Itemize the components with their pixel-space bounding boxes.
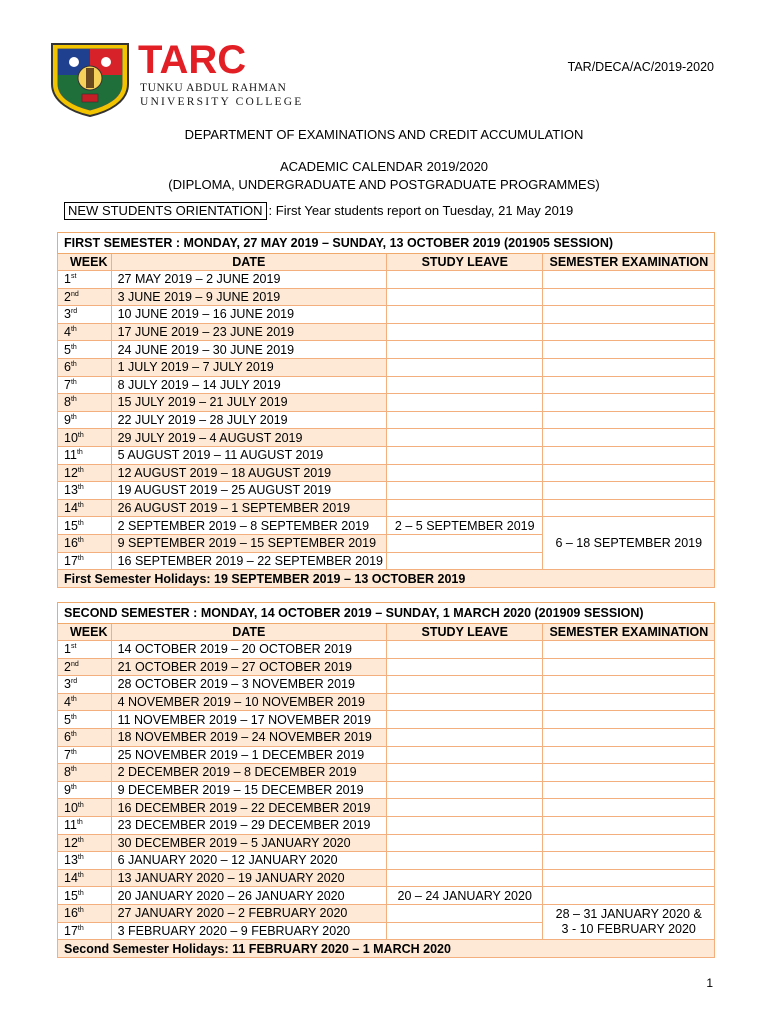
date-cell: 20 JANUARY 2020 – 26 JANUARY 2020 xyxy=(111,887,386,905)
column-header-exam: SEMESTER EXAMINATION xyxy=(543,624,715,641)
date-cell: 25 NOVEMBER 2019 – 1 DECEMBER 2019 xyxy=(111,746,386,764)
week-cell xyxy=(58,323,112,341)
table-row xyxy=(58,341,715,359)
table-row xyxy=(58,464,715,482)
study-leave-cell xyxy=(387,552,543,570)
week-number: 17 xyxy=(64,923,78,938)
week-cell xyxy=(58,411,112,429)
exam-cell xyxy=(543,852,715,870)
study-leave-cell xyxy=(387,852,543,870)
exam-cell xyxy=(543,517,715,570)
study-leave-cell: 20 – 24 JANUARY 2020 xyxy=(387,887,543,905)
week-ordinal-suffix: th xyxy=(70,414,77,422)
week-ordinal-suffix: th xyxy=(77,801,84,809)
week-cell xyxy=(58,834,112,852)
first-semester-rows xyxy=(58,271,715,570)
table-row xyxy=(58,271,715,289)
study-leave-cell xyxy=(387,658,543,676)
date-cell: 3 JUNE 2019 – 9 JUNE 2019 xyxy=(111,288,386,306)
page-number: 1 xyxy=(706,976,713,990)
study-leave-cell xyxy=(387,446,543,464)
exam-cell xyxy=(543,834,715,852)
tarc-wordmark xyxy=(138,40,286,80)
column-header-study-leave: STUDY LEAVE xyxy=(387,624,543,641)
exam-cell xyxy=(543,764,715,782)
study-leave-cell xyxy=(387,869,543,887)
week-number: 6 xyxy=(64,730,71,745)
semester-title-row xyxy=(58,233,715,254)
date-cell: 9 DECEMBER 2019 – 15 DECEMBER 2019 xyxy=(111,781,386,799)
week-cell xyxy=(58,799,112,817)
table-row xyxy=(58,764,715,782)
exam-cell xyxy=(543,816,715,834)
week-ordinal-suffix: nd xyxy=(70,660,79,668)
exam-cell xyxy=(543,904,715,939)
exam-cell xyxy=(543,306,715,324)
week-number: 8 xyxy=(64,765,71,780)
week-cell xyxy=(58,887,112,905)
week-number: 3 xyxy=(64,307,71,322)
table-row xyxy=(58,852,715,870)
semester-title-row xyxy=(58,603,715,624)
week-number: 10 xyxy=(64,430,78,445)
date-cell: 27 JANUARY 2020 – 2 FEBRUARY 2020 xyxy=(111,904,386,922)
exam-cell xyxy=(543,464,715,482)
table-row xyxy=(58,429,715,447)
week-number: 2 xyxy=(64,289,71,304)
study-leave-cell xyxy=(387,499,543,517)
programmes-subtitle: (DIPLOMA, UNDERGRADUATE AND POSTGRADUATE PROGRAMMES) xyxy=(168,177,600,192)
week-number: 2 xyxy=(64,659,71,674)
table-row xyxy=(58,288,715,306)
week-cell xyxy=(58,306,112,324)
week-number: 3 xyxy=(64,677,71,692)
week-cell xyxy=(58,746,112,764)
exam-dates: 28 – 31 JANUARY 2020 & xyxy=(555,907,702,921)
exam-dates: 6 – 18 SEPTEMBER 2019 xyxy=(555,535,703,550)
week-ordinal-suffix: th xyxy=(77,872,84,880)
orientation-text: First Year students report on Tuesday, 21 May 2019 xyxy=(275,203,574,218)
column-header-date: DATE xyxy=(111,254,386,271)
week-cell xyxy=(58,764,112,782)
table-row xyxy=(58,887,715,905)
date-cell: 17 JUNE 2019 – 23 JUNE 2019 xyxy=(111,323,386,341)
week-cell xyxy=(58,676,112,694)
week-cell xyxy=(58,658,112,676)
week-ordinal-suffix: st xyxy=(70,273,77,281)
week-cell xyxy=(58,358,112,376)
week-number: 1 xyxy=(64,642,71,657)
week-ordinal-suffix: th xyxy=(77,836,84,844)
exam-cell xyxy=(543,376,715,394)
date-cell: 5 AUGUST 2019 – 11 AUGUST 2019 xyxy=(111,446,386,464)
study-leave-cell xyxy=(387,922,543,940)
week-ordinal-suffix: th xyxy=(77,854,84,862)
week-ordinal-suffix: rd xyxy=(70,678,78,686)
week-number: 4 xyxy=(64,325,71,340)
calendar-title: ACADEMIC CALENDAR 2019/2020 xyxy=(279,159,489,174)
week-cell xyxy=(58,429,112,447)
date-cell: 19 AUGUST 2019 – 25 AUGUST 2019 xyxy=(111,482,386,500)
exam-cell xyxy=(543,429,715,447)
date-cell: 13 JANUARY 2020 – 19 JANUARY 2020 xyxy=(111,869,386,887)
date-cell: 24 JUNE 2019 – 30 JUNE 2019 xyxy=(111,341,386,359)
study-leave-cell xyxy=(387,358,543,376)
week-cell xyxy=(58,271,112,289)
week-number: 14 xyxy=(64,871,78,886)
table-row xyxy=(58,499,715,517)
week-cell xyxy=(58,482,112,500)
week-cell xyxy=(58,641,112,659)
week-number: 16 xyxy=(64,536,78,551)
study-leave-cell xyxy=(387,799,543,817)
exam-cell xyxy=(543,499,715,517)
study-leave-cell xyxy=(387,781,543,799)
date-cell: 16 DECEMBER 2019 – 22 DECEMBER 2019 xyxy=(111,799,386,817)
date-cell: 28 OCTOBER 2019 – 3 NOVEMBER 2019 xyxy=(111,676,386,694)
week-cell xyxy=(58,499,112,517)
week-number: 17 xyxy=(64,553,78,568)
week-ordinal-suffix: th xyxy=(77,502,84,510)
header-row xyxy=(58,254,715,271)
table-row xyxy=(58,781,715,799)
column-header-exam: SEMESTER EXAMINATION xyxy=(543,254,715,271)
week-number: 5 xyxy=(64,342,71,357)
table-row xyxy=(58,728,715,746)
week-cell xyxy=(58,376,112,394)
second-semester-title: SECOND SEMESTER : MONDAY, 14 OCTOBER 2019 – SUNDAY, 1 MARCH 2020 (201909 SESSION) xyxy=(58,603,715,624)
second-semester-rows xyxy=(58,641,715,940)
week-cell xyxy=(58,869,112,887)
table-row xyxy=(58,641,715,659)
table-row xyxy=(58,358,715,376)
column-header-date: DATE xyxy=(111,624,386,641)
week-cell xyxy=(58,394,112,412)
week-ordinal-suffix: th xyxy=(70,343,77,351)
week-cell xyxy=(58,728,112,746)
week-number: 12 xyxy=(64,835,78,850)
week-cell xyxy=(58,341,112,359)
date-cell: 2 SEPTEMBER 2019 – 8 SEPTEMBER 2019 xyxy=(111,517,386,535)
table-row xyxy=(58,376,715,394)
week-number: 10 xyxy=(64,800,78,815)
week-ordinal-suffix: th xyxy=(76,449,83,457)
date-cell: 29 JULY 2019 – 4 AUGUST 2019 xyxy=(111,429,386,447)
study-leave-cell xyxy=(387,394,543,412)
week-cell xyxy=(58,711,112,729)
document-reference: TAR/DECA/AC/2019-2020 xyxy=(567,60,714,74)
week-ordinal-suffix: th xyxy=(70,361,77,369)
week-cell xyxy=(58,816,112,834)
week-ordinal-suffix: th xyxy=(77,431,84,439)
table-row xyxy=(58,306,715,324)
week-ordinal-suffix: nd xyxy=(70,290,79,298)
date-cell: 26 AUGUST 2019 – 1 SEPTEMBER 2019 xyxy=(111,499,386,517)
brand-line-2: UNIVERSITY COLLEGE xyxy=(140,96,304,108)
date-cell: 30 DECEMBER 2019 – 5 JANUARY 2020 xyxy=(111,834,386,852)
exam-cell xyxy=(543,693,715,711)
study-leave-cell xyxy=(387,693,543,711)
study-leave-cell: 2 – 5 SEPTEMBER 2019 xyxy=(387,517,543,535)
date-cell: 9 SEPTEMBER 2019 – 15 SEPTEMBER 2019 xyxy=(111,534,386,552)
week-number: 4 xyxy=(64,695,71,710)
exam-cell xyxy=(543,271,715,289)
holiday-row xyxy=(58,570,715,588)
table-row xyxy=(58,517,715,535)
tarc-crest-logo xyxy=(48,40,132,118)
date-cell: 15 JULY 2019 – 21 JULY 2019 xyxy=(111,394,386,412)
study-leave-cell xyxy=(387,711,543,729)
study-leave-cell xyxy=(387,271,543,289)
orientation-line xyxy=(64,202,573,220)
brand-line-1: TUNKU ABDUL RAHMAN xyxy=(140,82,287,94)
exam-cell xyxy=(543,869,715,887)
date-cell: 4 NOVEMBER 2019 – 10 NOVEMBER 2019 xyxy=(111,693,386,711)
exam-cell xyxy=(543,446,715,464)
exam-cell xyxy=(543,411,715,429)
calendar-title-block xyxy=(0,158,768,194)
study-leave-cell xyxy=(387,641,543,659)
week-ordinal-suffix: th xyxy=(70,713,77,721)
week-ordinal-suffix: th xyxy=(70,784,77,792)
date-cell: 11 NOVEMBER 2019 – 17 NOVEMBER 2019 xyxy=(111,711,386,729)
study-leave-cell xyxy=(387,306,543,324)
week-cell xyxy=(58,852,112,870)
week-cell xyxy=(58,288,112,306)
orientation-label: NEW STUDENTS ORIENTATION xyxy=(64,202,267,220)
study-leave-cell xyxy=(387,429,543,447)
week-ordinal-suffix: th xyxy=(70,766,77,774)
study-leave-cell xyxy=(387,834,543,852)
week-cell xyxy=(58,922,112,940)
table-row xyxy=(58,834,715,852)
week-number: 6 xyxy=(64,360,71,375)
exam-cell xyxy=(543,799,715,817)
date-cell: 21 OCTOBER 2019 – 27 OCTOBER 2019 xyxy=(111,658,386,676)
week-ordinal-suffix: th xyxy=(77,484,84,492)
date-cell: 16 SEPTEMBER 2019 – 22 SEPTEMBER 2019 xyxy=(111,552,386,570)
first-semester-holidays: First Semester Holidays: 19 SEPTEMBER 2019 – 13 OCTOBER 2019 xyxy=(58,570,715,588)
date-cell: 3 FEBRUARY 2020 – 9 FEBRUARY 2020 xyxy=(111,922,386,940)
date-cell: 18 NOVEMBER 2019 – 24 NOVEMBER 2019 xyxy=(111,728,386,746)
table-row xyxy=(58,869,715,887)
exam-cell xyxy=(543,711,715,729)
week-cell xyxy=(58,904,112,922)
table-row xyxy=(58,676,715,694)
week-number: 13 xyxy=(64,483,78,498)
week-number: 11 xyxy=(64,448,77,463)
week-number: 15 xyxy=(64,518,78,533)
table-row xyxy=(58,323,715,341)
week-ordinal-suffix: th xyxy=(70,748,77,756)
date-cell: 22 JULY 2019 – 28 JULY 2019 xyxy=(111,411,386,429)
table-row xyxy=(58,658,715,676)
study-leave-cell xyxy=(387,534,543,552)
exam-cell xyxy=(543,482,715,500)
exam-cell xyxy=(543,288,715,306)
department-title: DEPARTMENT OF EXAMINATIONS AND CREDIT ACCUMULATION xyxy=(184,127,584,142)
week-ordinal-suffix: th xyxy=(70,696,77,704)
exam-cell xyxy=(543,358,715,376)
exam-cell xyxy=(543,676,715,694)
study-leave-cell xyxy=(387,746,543,764)
column-header-week: WEEK xyxy=(58,624,112,641)
table-row xyxy=(58,799,715,817)
table-row xyxy=(58,482,715,500)
header-row xyxy=(58,624,715,641)
study-leave-cell xyxy=(387,816,543,834)
column-header-week: WEEK xyxy=(58,254,112,271)
week-number: 1 xyxy=(64,272,71,287)
exam-cell xyxy=(543,728,715,746)
week-cell xyxy=(58,517,112,535)
week-number: 5 xyxy=(64,712,71,727)
week-ordinal-suffix: th xyxy=(70,326,77,334)
study-leave-cell xyxy=(387,376,543,394)
week-ordinal-suffix: th xyxy=(77,519,84,527)
week-ordinal-suffix: th xyxy=(77,537,84,545)
table-row xyxy=(58,446,715,464)
week-number: 14 xyxy=(64,501,78,516)
week-cell xyxy=(58,552,112,570)
table-row xyxy=(58,904,715,922)
study-leave-cell xyxy=(387,411,543,429)
table-row xyxy=(58,816,715,834)
exam-cell xyxy=(543,781,715,799)
date-cell: 27 MAY 2019 – 2 JUNE 2019 xyxy=(111,271,386,289)
date-cell: 6 JANUARY 2020 – 12 JANUARY 2020 xyxy=(111,852,386,870)
week-ordinal-suffix: rd xyxy=(70,308,78,316)
week-ordinal-suffix: th xyxy=(70,378,77,386)
date-cell: 1 JULY 2019 – 7 JULY 2019 xyxy=(111,358,386,376)
week-ordinal-suffix: th xyxy=(77,907,84,915)
exam-cell xyxy=(543,658,715,676)
week-ordinal-suffix: th xyxy=(77,466,84,474)
table-row xyxy=(58,394,715,412)
study-leave-cell xyxy=(387,464,543,482)
week-number: 7 xyxy=(64,377,71,392)
week-number: 7 xyxy=(64,747,71,762)
study-leave-cell xyxy=(387,341,543,359)
date-cell: 10 JUNE 2019 – 16 JUNE 2019 xyxy=(111,306,386,324)
week-cell xyxy=(58,446,112,464)
week-number: 8 xyxy=(64,395,71,410)
exam-cell xyxy=(543,394,715,412)
exam-cell xyxy=(543,341,715,359)
date-cell: 8 JULY 2019 – 14 JULY 2019 xyxy=(111,376,386,394)
exam-cell xyxy=(543,641,715,659)
week-ordinal-suffix: th xyxy=(77,554,84,562)
week-cell xyxy=(58,534,112,552)
exam-dates: 3 - 10 FEBRUARY 2020 xyxy=(561,922,696,936)
week-number: 9 xyxy=(64,413,71,428)
second-semester-holidays: Second Semester Holidays: 11 FEBRUARY 2020 – 1 MARCH 2020 xyxy=(58,940,715,958)
orientation-colon: : xyxy=(268,203,273,218)
week-ordinal-suffix: th xyxy=(77,924,84,932)
exam-cell xyxy=(543,746,715,764)
date-cell: 23 DECEMBER 2019 – 29 DECEMBER 2019 xyxy=(111,816,386,834)
column-header-study-leave: STUDY LEAVE xyxy=(387,254,543,271)
date-cell: 12 AUGUST 2019 – 18 AUGUST 2019 xyxy=(111,464,386,482)
week-number: 15 xyxy=(64,888,78,903)
table-row xyxy=(58,711,715,729)
week-ordinal-suffix: th xyxy=(70,731,77,739)
table-row xyxy=(58,693,715,711)
week-number: 9 xyxy=(64,783,71,798)
table-row xyxy=(58,746,715,764)
svg-text:TARC: TARC xyxy=(138,40,247,80)
week-number: 16 xyxy=(64,906,78,921)
week-ordinal-suffix: th xyxy=(76,819,83,827)
study-leave-cell xyxy=(387,288,543,306)
date-cell: 14 OCTOBER 2019 – 20 OCTOBER 2019 xyxy=(111,641,386,659)
week-ordinal-suffix: th xyxy=(77,889,84,897)
table-row xyxy=(58,411,715,429)
first-semester-title: FIRST SEMESTER : MONDAY, 27 MAY 2019 – SUNDAY, 13 OCTOBER 2019 (201905 SESSION) xyxy=(58,233,715,254)
week-ordinal-suffix: th xyxy=(70,396,77,404)
study-leave-cell xyxy=(387,676,543,694)
second-semester-table xyxy=(57,602,715,958)
date-cell: 2 DECEMBER 2019 – 8 DECEMBER 2019 xyxy=(111,764,386,782)
study-leave-cell xyxy=(387,904,543,922)
holiday-row xyxy=(58,940,715,958)
week-number: 11 xyxy=(64,818,77,833)
first-semester-table xyxy=(57,232,715,588)
week-cell xyxy=(58,693,112,711)
study-leave-cell xyxy=(387,482,543,500)
week-number: 12 xyxy=(64,465,78,480)
exam-cell xyxy=(543,323,715,341)
week-number: 13 xyxy=(64,853,78,868)
week-cell xyxy=(58,781,112,799)
study-leave-cell xyxy=(387,764,543,782)
study-leave-cell xyxy=(387,323,543,341)
study-leave-cell xyxy=(387,728,543,746)
exam-cell xyxy=(543,887,715,905)
week-cell xyxy=(58,464,112,482)
week-ordinal-suffix: st xyxy=(70,643,77,651)
